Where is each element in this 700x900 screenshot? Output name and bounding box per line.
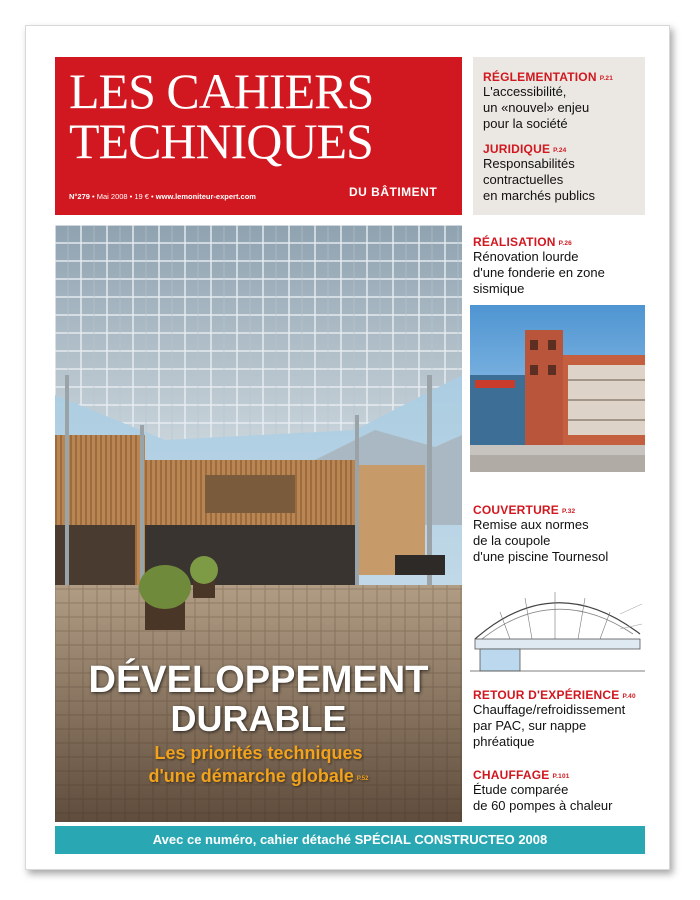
teaser-line: Remise aux normes (473, 517, 589, 532)
teaser-line: d'une piscine Tournesol (473, 549, 609, 564)
teaser-realisation[interactable] (473, 235, 645, 297)
teaser-tag: RÉGLEMENTATION (483, 70, 597, 84)
teaser-retour-experience[interactable] (473, 688, 645, 750)
teaser-line: phréatique (473, 734, 535, 749)
masthead-title-line1: LES CAHIERS (69, 63, 374, 119)
teaser-line: un «nouvel» enjeu (483, 100, 590, 115)
teaser-line: pour la société (483, 116, 568, 131)
teaser-page: P.21 (599, 75, 614, 82)
teaser-line: de 60 pompes à chaleur (473, 798, 613, 813)
teaser-tag: RÉALISATION (473, 235, 556, 249)
foundry-photo (470, 305, 645, 472)
teaser-chauffage[interactable] (473, 768, 645, 814)
hero-subtitle-line1: Les priorités techniques (154, 743, 363, 763)
teaser-reglementation[interactable] (483, 70, 613, 132)
teaser-page: P.24 (553, 147, 567, 154)
hero-page: P.52 (356, 776, 369, 782)
teaser-line: sismique (473, 281, 525, 296)
foundry-illustration (470, 305, 645, 472)
issue-details: • Mai 2008 • 19 € • (89, 192, 156, 201)
dome-drawing (470, 574, 645, 679)
teaser-line: contractuelles (483, 172, 564, 187)
teaser-page: P.26 (558, 240, 572, 247)
teaser-line: d'une fonderie en zone (473, 265, 605, 280)
dome-section-illustration (470, 574, 645, 679)
teaser-line: Rénovation lourde (473, 249, 579, 264)
supplement-banner: Avec ce numéro, cahier détaché SPÉCIAL CONSTRUCTEO 2008 (55, 826, 645, 854)
hero-subtitle-text: d'une démarche globale (148, 766, 354, 786)
teaser-line: Chauffage/refroidissement (473, 702, 626, 717)
teaser-tag: COUVERTURE (473, 503, 560, 517)
teaser-line: de la coupole (473, 533, 551, 548)
teaser-line: Responsabilités (483, 156, 575, 171)
teaser-line: en marchés publics (483, 188, 595, 203)
teaser-tag: CHAUFFAGE (473, 768, 550, 782)
teaser-tag: JURIDIQUE (483, 142, 551, 156)
teaser-juridique[interactable] (483, 142, 595, 204)
teaser-line: Étude comparée (473, 782, 569, 797)
teaser-page: P.101 (552, 773, 570, 780)
teaser-page: P.32 (562, 508, 576, 515)
hero-title-line2: DURABLE (170, 698, 347, 739)
issue-number: N°279 (69, 192, 90, 201)
teaser-box (473, 57, 645, 215)
teaser-couverture[interactable] (473, 503, 645, 565)
teaser-line: L'accessibilité, (483, 84, 567, 99)
issue-line (69, 192, 256, 201)
masthead-title-line2: TECHNIQUES (69, 113, 373, 169)
teaser-line: par PAC, sur nappe (473, 718, 587, 733)
masthead-subtitle: DU BÂTIMENT (349, 185, 438, 199)
hero-subtitle-line2 (55, 765, 462, 790)
website-link[interactable]: www.lemoniteur-expert.com (155, 192, 256, 201)
teaser-page: P.40 (622, 693, 636, 700)
hero-title-line1: DÉVELOPPEMENT (88, 659, 429, 701)
teaser-tag: RETOUR D'EXPÉRIENCE (473, 688, 620, 702)
masthead (55, 57, 462, 215)
